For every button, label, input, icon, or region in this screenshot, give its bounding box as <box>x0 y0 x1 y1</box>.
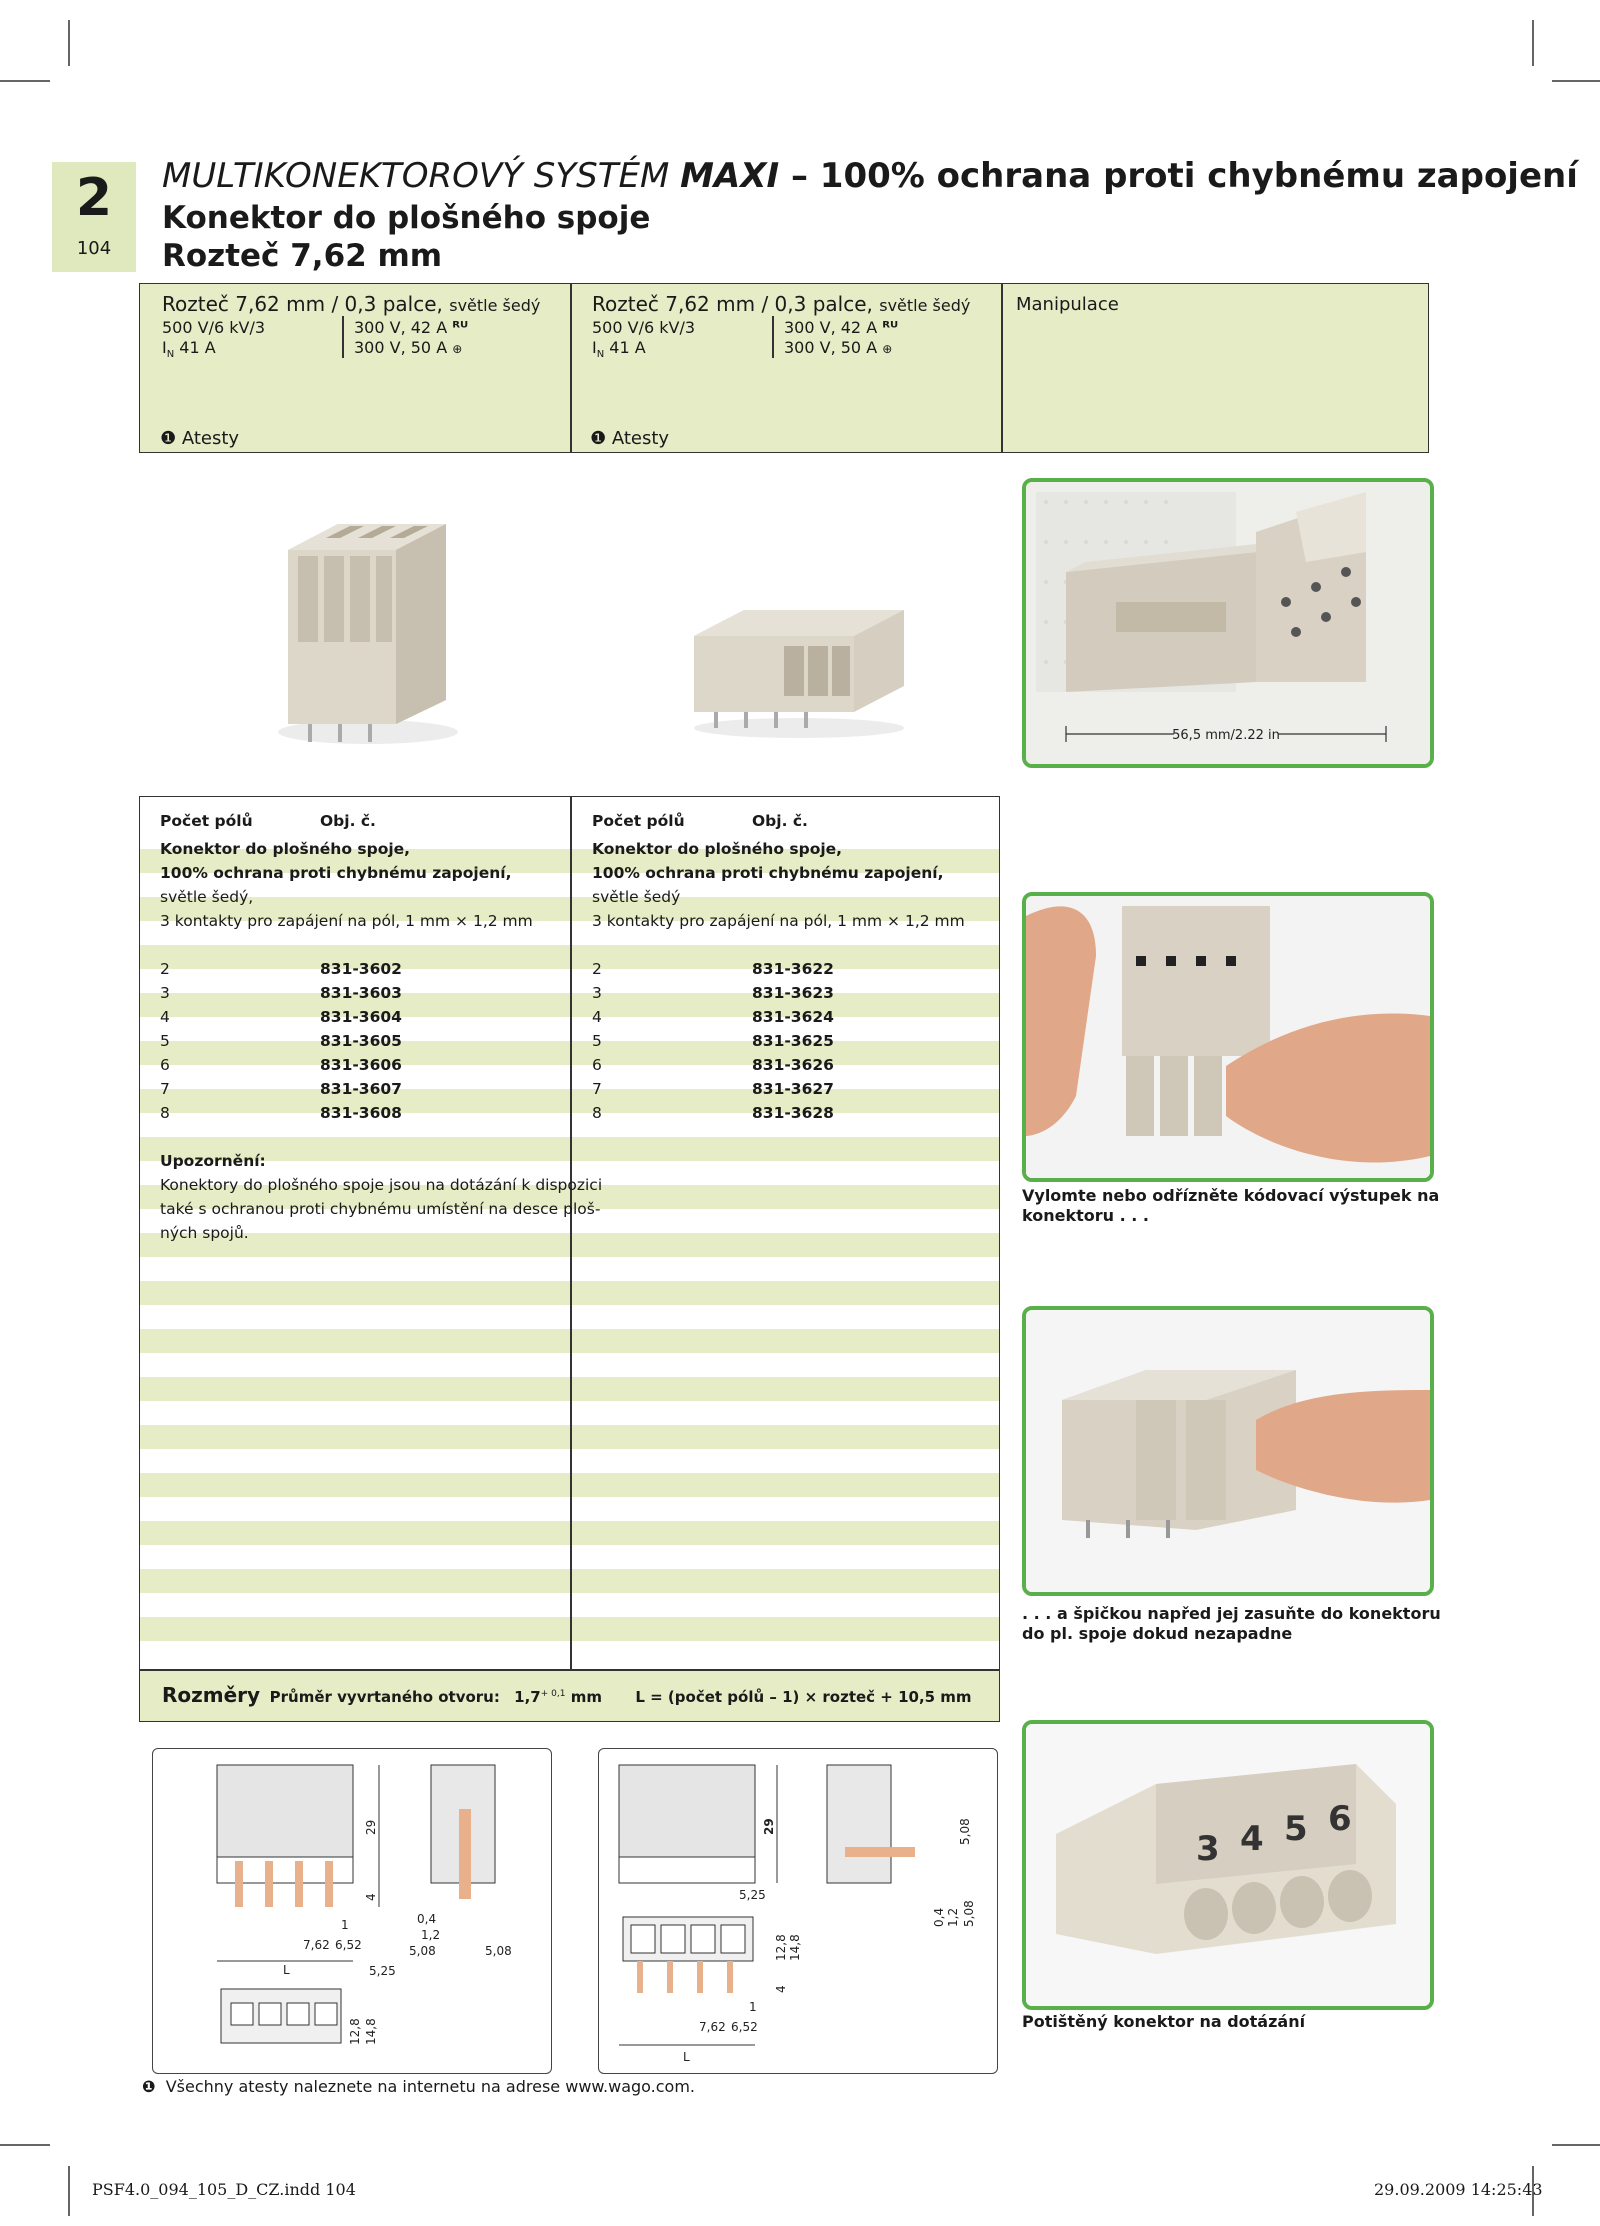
svg-text:1,2: 1,2 <box>946 1907 960 1927</box>
svg-text:6,52: 6,52 <box>335 1938 362 1952</box>
chapter-number: 2 <box>75 168 113 228</box>
spec-csa: 300 V, 50 A <box>354 338 448 357</box>
desc-line: 3 kontakty pro zapájení na pól, 1 mm × 1,2 mm <box>592 912 965 930</box>
table-row: 8 831-3628 <box>592 1104 834 1122</box>
spec-voltage: 500 V/6 kV/3 <box>162 318 266 337</box>
divider <box>1001 284 1003 452</box>
printed-number: 5 <box>1284 1809 1308 1849</box>
svg-text:0,4: 0,4 <box>417 1912 437 1926</box>
crop-mark <box>0 80 50 82</box>
order-left <box>160 809 602 1245</box>
svg-text:7,62: 7,62 <box>303 1938 330 1952</box>
svg-text:29: 29 <box>762 1818 776 1835</box>
svg-text:14,8: 14,8 <box>364 2018 378 2045</box>
svg-text:6,52: 6,52 <box>731 2020 758 2034</box>
connector-horizontal-image <box>684 596 914 746</box>
break-coding-photo <box>1022 892 1434 1182</box>
crop-mark <box>0 2144 50 2146</box>
connector-vertical-image <box>268 510 468 750</box>
printed-number: 3 <box>1196 1829 1220 1869</box>
page-title <box>162 156 1578 196</box>
spec-csa: 300 V, 50 A <box>784 338 878 357</box>
dims-label: Rozměry <box>162 1683 261 1707</box>
printed-number: 4 <box>1240 1819 1264 1859</box>
desc-line: světle šedý, <box>160 888 254 906</box>
svg-text:L: L <box>683 2050 690 2064</box>
divider <box>570 284 572 452</box>
col-poles: Počet pólů <box>592 812 685 830</box>
printed-number: 6 <box>1328 1799 1352 1839</box>
spec-voltage: 500 V/6 kV/3 <box>592 318 696 337</box>
col-order-no: Obj. č. <box>320 812 376 830</box>
dimension-drawing-left <box>152 1748 552 2074</box>
spec-ul: 300 V, 42 A <box>784 318 878 337</box>
svg-text:0,4: 0,4 <box>932 1907 946 1927</box>
spec-panel <box>139 283 1429 453</box>
crop-mark <box>1552 2144 1600 2146</box>
svg-text:14,8: 14,8 <box>788 1934 802 1961</box>
title-rest: – 100% ochrana proti chybnému zapojení <box>779 156 1578 196</box>
title-bold-italic: MAXI <box>680 156 780 196</box>
page-subtitle: Konektor do plošného spoje <box>162 200 651 236</box>
atesty-note: ❶ Atesty <box>590 428 670 449</box>
crop-mark <box>1552 80 1600 82</box>
spec-title: Rozteč 7,62 mm / 0,3 palce, <box>162 292 443 316</box>
order-right <box>592 809 965 1125</box>
insert-coding-photo <box>1022 1306 1434 1596</box>
hands-connector-illustration <box>1026 896 1430 1178</box>
table-row: 4 831-3624 <box>592 1008 834 1026</box>
svg-text:5,08: 5,08 <box>958 1818 972 1845</box>
svg-text:4: 4 <box>774 1985 788 1993</box>
table-row: 2 831-3602 <box>160 960 402 978</box>
desc-line: světle šedý <box>592 888 681 906</box>
spec-title: Rozteč 7,62 mm / 0,3 palce, <box>592 292 873 316</box>
svg-text:5,08: 5,08 <box>409 1944 436 1958</box>
page-subtitle-pitch: Rozteč 7,62 mm <box>162 238 443 274</box>
spec-ul: 300 V, 42 A <box>354 318 448 337</box>
notice-title: Upozornění: <box>160 1152 266 1170</box>
finger-connector-illustration <box>1026 1310 1430 1592</box>
caption-break: Vylomte nebo odřízněte kódovací výstupek na konektoru . . . <box>1022 1186 1440 1225</box>
notice-line: také s ochranou proti chybnému umístění na desce ploš- <box>160 1200 601 1218</box>
col-poles: Počet pólů <box>160 812 253 830</box>
spec-right <box>592 292 971 361</box>
manipulace-heading: Manipulace <box>1016 294 1119 315</box>
desc-line: Konektor do plošného spoje, <box>592 840 843 858</box>
svg-text:1,2: 1,2 <box>421 1928 441 1942</box>
table-row: 8 831-3608 <box>160 1104 402 1122</box>
table-row: 5 831-3605 <box>160 1032 402 1050</box>
desc-line: Konektor do plošného spoje, <box>160 840 411 858</box>
ul-icon: ᴿᵁ <box>452 318 469 337</box>
table-row: 6 831-3606 <box>160 1056 402 1074</box>
desc-line: 100% ochrana proti chybnému zapojení, <box>160 864 512 882</box>
spec-color: světle šedý <box>449 296 541 315</box>
caption-insert: . . . a špičkou napřed jej zasuňte do konektoru do pl. spoje dokud nezapadne <box>1022 1604 1441 1643</box>
ul-icon: ᴿᵁ <box>882 318 899 337</box>
svg-text:4: 4 <box>364 1893 378 1901</box>
svg-text:1: 1 <box>341 1918 349 1932</box>
table-row: 4 831-3604 <box>160 1008 402 1026</box>
dimensions-strip: Rozměry Průměr vyvrtaného otvoru: $1,7^{+ 0,1}$ mm L = (počet pólů – 1) × rozteč + 10,5 mm <box>139 1670 1000 1722</box>
svg-text:L: L <box>283 1963 290 1977</box>
table-row: 3 831-3623 <box>592 984 834 1002</box>
photo-dimension-label: 56,5 mm/2.22 in <box>1172 728 1280 743</box>
notice-line: ných spojů. <box>160 1224 249 1242</box>
spec-current: $I_N$ 41 A <box>162 338 216 361</box>
svg-text:7,62: 7,62 <box>699 2020 726 2034</box>
pcb-mounted-photo <box>1022 478 1434 768</box>
desc-line: 100% ochrana proti chybnému zapojení, <box>592 864 944 882</box>
slug-date: 29.09.2009 14:25:43 <box>1374 2180 1543 2199</box>
table-row: 7 831-3627 <box>592 1080 834 1098</box>
svg-text:12,8: 12,8 <box>774 1934 788 1961</box>
table-row: 3 831-3603 <box>160 984 402 1002</box>
svg-text:12,8: 12,8 <box>348 2018 362 2045</box>
crop-mark <box>68 20 70 66</box>
order-table <box>139 796 1000 1670</box>
table-row: 6 831-3626 <box>592 1056 834 1074</box>
pcb-photo-illustration <box>1026 482 1430 764</box>
svg-text:5,08: 5,08 <box>485 1944 512 1958</box>
spec-color: světle šedý <box>879 296 971 315</box>
csa-icon: ⊕ <box>882 342 893 356</box>
page-number: 104 <box>76 238 112 259</box>
table-row: 2 831-3622 <box>592 960 834 978</box>
spec-current: $I_N$ 41 A <box>592 338 646 361</box>
svg-text:5,25: 5,25 <box>739 1888 766 1902</box>
desc-line: 3 kontakty pro zapájení na pól, 1 mm × 1,2 mm <box>160 912 533 930</box>
printed-connector-photo <box>1022 1720 1434 2010</box>
caption-printed: Potištěný konektor na dotázání <box>1022 2012 1306 2031</box>
crop-mark <box>1532 20 1534 66</box>
printed-connector-illustration <box>1026 1724 1430 2006</box>
col-order-no: Obj. č. <box>752 812 808 830</box>
title-italic: MULTIKONEKTOROVÝ SYSTÉM <box>162 156 681 196</box>
dimension-drawing-right <box>598 1748 998 2074</box>
svg-text:5,08: 5,08 <box>962 1900 976 1927</box>
chapter-tab <box>52 162 136 272</box>
svg-text:29: 29 <box>364 1819 378 1835</box>
crop-mark <box>68 2166 70 2216</box>
table-row: 7 831-3607 <box>160 1080 402 1098</box>
notice-line: Konektory do plošného spoje jsou na dotázání k dispozici <box>160 1176 603 1194</box>
footnote: ❶ Všechny atesty naleznete na internetu na adrese www.wago.com. <box>142 2077 695 2096</box>
table-row: 5 831-3625 <box>592 1032 834 1050</box>
dims-formula: L = (počet pólů – 1) × rozteč + 10,5 mm <box>635 1688 972 1706</box>
svg-text:5,25: 5,25 <box>369 1964 396 1978</box>
dims-hole: Průměr vyvrtaného otvoru: <box>269 1688 500 1706</box>
slug-file: PSF4.0_094_105_D_CZ.indd 104 <box>92 2180 356 2199</box>
atesty-note: ❶ Atesty <box>160 428 240 449</box>
svg-text:1: 1 <box>749 2000 757 2014</box>
spec-left <box>162 292 541 361</box>
csa-icon: ⊕ <box>452 342 463 356</box>
